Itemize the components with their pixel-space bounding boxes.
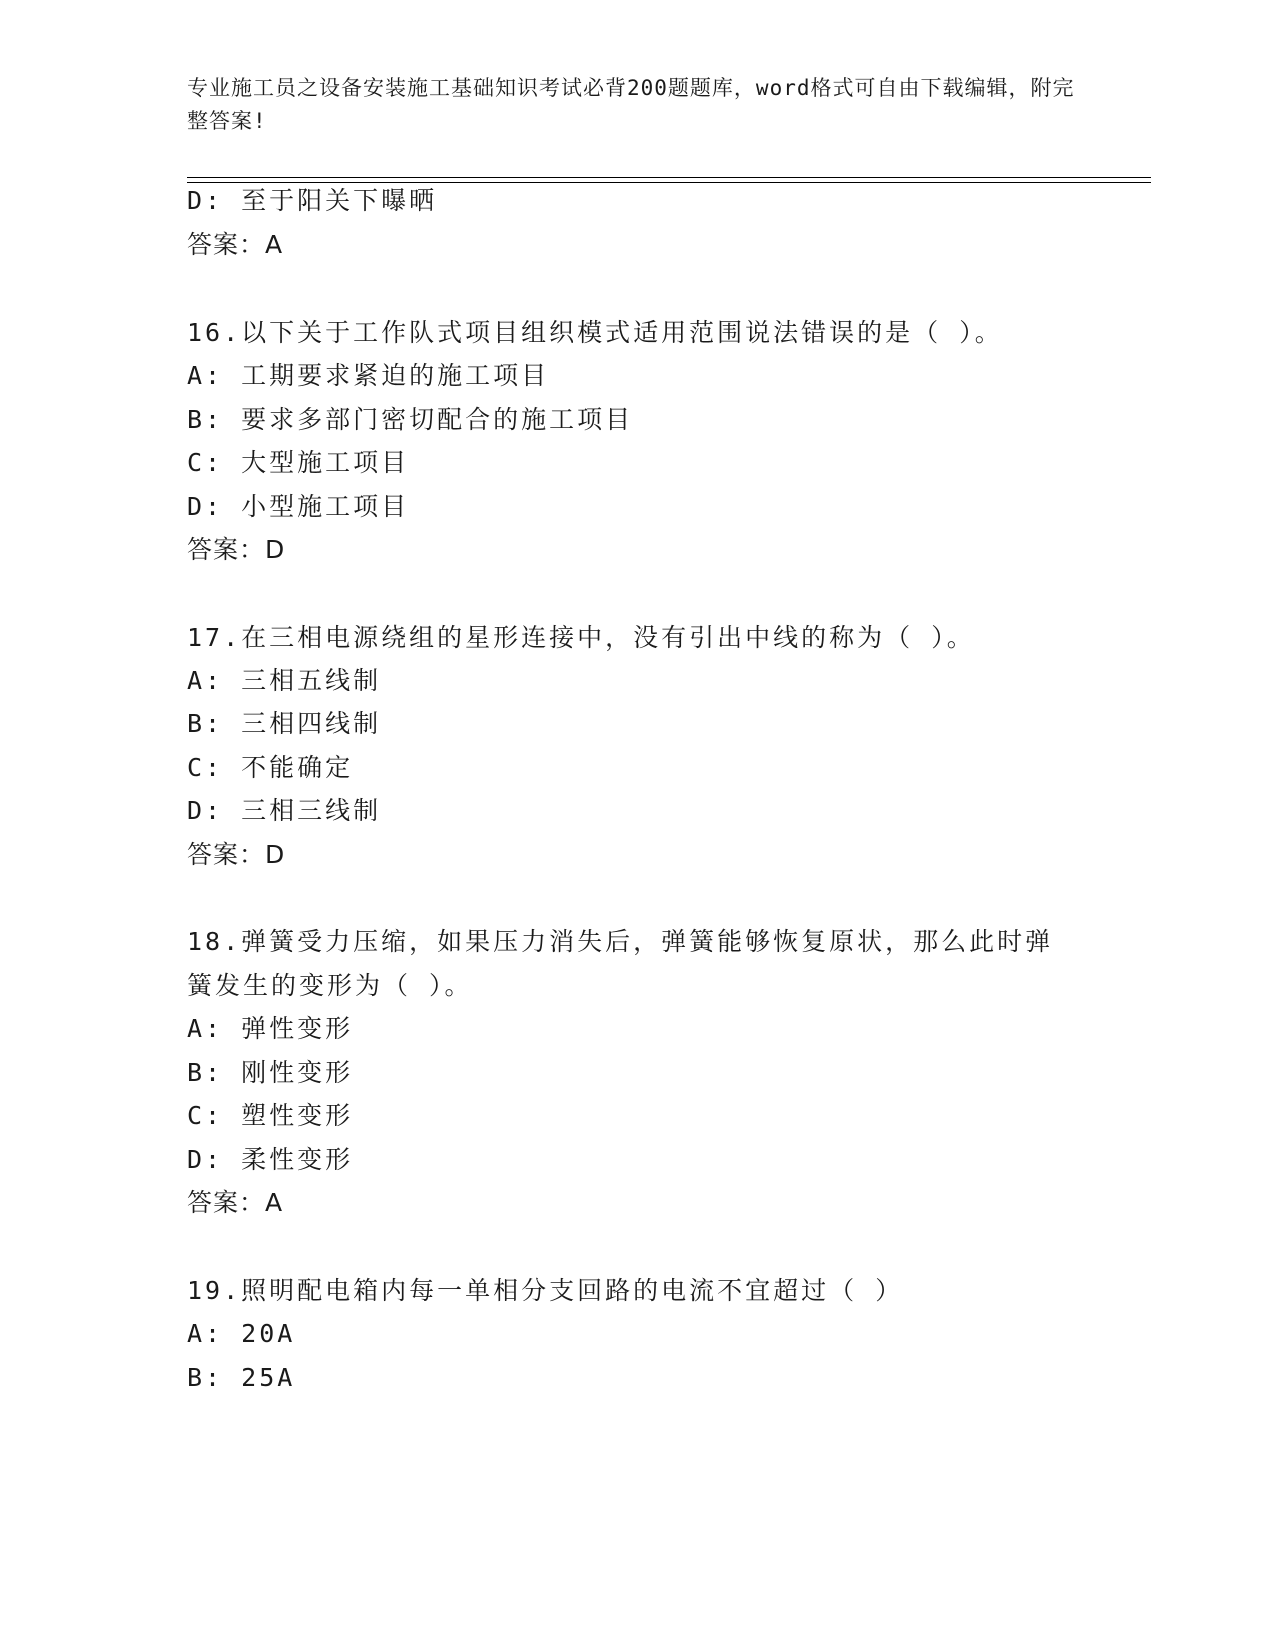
header-rule-bottom — [187, 182, 1151, 183]
q18-stem-line2: 簧发生的变形为（ ）。 — [187, 971, 473, 1000]
q19-stem: 19.照明配电箱内每一单相分支回路的电流不宜超过（ ） — [187, 1276, 904, 1305]
q19-option-b: B: 25A — [187, 1363, 296, 1392]
q16-answer: 答案：D — [187, 535, 286, 564]
q16-stem: 16.以下关于工作队式项目组织模式适用范围说法错误的是（ ）。 — [187, 318, 1003, 347]
q18-answer: 答案：A — [187, 1188, 284, 1217]
header-rule-top — [187, 177, 1151, 178]
q17-answer: 答案：D — [187, 840, 286, 869]
q18-option-c: C: 塑性变形 — [187, 1101, 354, 1130]
q17-option-a: A: 三相五线制 — [187, 666, 382, 695]
q16-option-a: A: 工期要求紧迫的施工项目 — [187, 361, 550, 390]
q19-option-a: A: 20A — [187, 1319, 296, 1348]
q16-option-b: B: 要求多部门密切配合的施工项目 — [187, 405, 634, 434]
q18-option-b: B: 刚性变形 — [187, 1058, 354, 1087]
q16-option-d: D: 小型施工项目 — [187, 492, 410, 521]
q18-option-d: D: 柔性变形 — [187, 1145, 354, 1174]
q17-stem: 17.在三相电源绕组的星形连接中，没有引出中线的称为（ ）。 — [187, 623, 975, 652]
q17-option-b: B: 三相四线制 — [187, 709, 382, 738]
q18-option-a: A: 弹性变形 — [187, 1014, 354, 1043]
q17-option-c: C: 不能确定 — [187, 753, 354, 782]
q18-stem-line1: 18.弹簧受力压缩，如果压力消失后，弹簧能够恢复原状，那么此时弹 — [187, 927, 1054, 956]
prev-option-d: D: 至于阳关下曝晒 — [187, 186, 438, 215]
q16-option-c: C: 大型施工项目 — [187, 448, 410, 477]
prev-answer: 答案：A — [187, 230, 284, 259]
q17-option-d: D: 三相三线制 — [187, 796, 382, 825]
document-header: 专业施工员之设备安装施工基础知识考试必背200题题库，word格式可自由下载编辑，附完整答案! — [187, 76, 1075, 133]
